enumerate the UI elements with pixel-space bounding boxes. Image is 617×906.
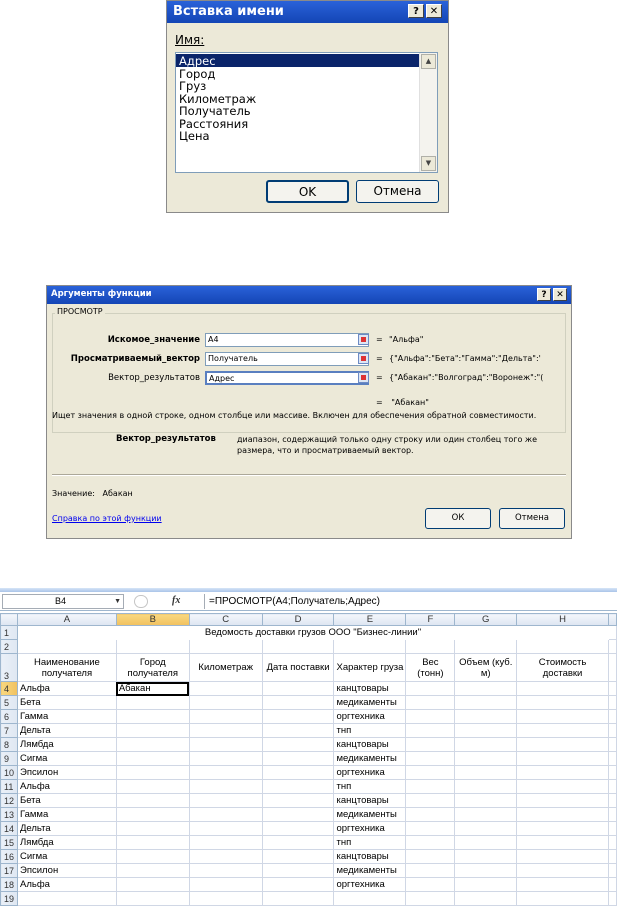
dialog-title: Вставка имени [173, 4, 284, 19]
cell[interactable] [334, 892, 406, 906]
argument-label: Вектор_результатов [108, 373, 200, 383]
row-header[interactable]: 4 [1, 682, 18, 696]
cell[interactable] [455, 738, 517, 752]
name-list-item[interactable]: Километраж [179, 91, 257, 106]
select-all-corner[interactable] [1, 614, 18, 626]
table-row [1, 836, 617, 850]
cell[interactable] [455, 878, 517, 892]
argument-input[interactable]: Получатель [205, 352, 369, 366]
sheet-title-cell[interactable]: Ведомость доставки грузов ООО "Бизнес-линии" [17, 626, 608, 640]
row-header[interactable]: 9 [1, 752, 18, 766]
cell-recipient[interactable]: Сигма [17, 850, 116, 864]
equals-sign: = [376, 398, 383, 407]
cell-cargo[interactable]: тнп [334, 724, 406, 738]
cell[interactable] [189, 878, 262, 892]
table-row [1, 794, 617, 808]
cell-recipient[interactable]: Гамма [17, 710, 116, 724]
cell[interactable] [189, 780, 262, 794]
equals-sign: = [376, 335, 383, 344]
row-header[interactable]: 2 [1, 640, 18, 654]
cell[interactable] [455, 780, 517, 794]
function-name: ПРОСМОТР [57, 307, 103, 316]
cell[interactable] [608, 626, 616, 640]
cell[interactable] [189, 752, 262, 766]
header-cell[interactable]: Вес (тонн) [406, 654, 455, 682]
cell[interactable] [608, 710, 616, 724]
cell-recipient[interactable]: Альфа [17, 878, 116, 892]
close-button[interactable]: ✕ [426, 4, 442, 18]
cell[interactable] [189, 808, 262, 822]
table-row [1, 822, 617, 836]
argument-label: Просматриваемый_вектор [70, 354, 200, 364]
cell[interactable] [262, 794, 334, 808]
argument-label: Искомое_значение [107, 335, 200, 345]
cell[interactable] [406, 696, 455, 710]
help-button[interactable]: ? [408, 4, 424, 18]
cell[interactable] [455, 864, 517, 878]
cell[interactable] [189, 864, 262, 878]
help-button[interactable]: ? [537, 288, 551, 301]
cell-city[interactable] [116, 822, 189, 836]
argument-result: "Альфа" [389, 335, 424, 344]
equals-sign: = [376, 354, 383, 363]
cell[interactable] [262, 822, 334, 836]
cell[interactable] [517, 640, 609, 654]
name-label-text: Имя: [175, 33, 205, 47]
cell[interactable] [608, 794, 616, 808]
cell[interactable] [455, 752, 517, 766]
cell-recipient[interactable]: Гамма [17, 808, 116, 822]
cell[interactable] [189, 640, 262, 654]
insert-name-dialog [166, 0, 449, 213]
table-row [1, 850, 617, 864]
value-label: Значение: [52, 489, 95, 498]
cell[interactable] [406, 794, 455, 808]
cell[interactable] [517, 864, 609, 878]
cell[interactable] [608, 654, 616, 682]
header-cell[interactable]: Километраж [189, 654, 262, 682]
cell-recipient[interactable]: Альфа [17, 682, 116, 696]
cell[interactable] [189, 738, 262, 752]
cell[interactable] [455, 836, 517, 850]
cell-recipient[interactable]: Эпсилон [17, 766, 116, 780]
table-row [1, 808, 617, 822]
cell[interactable] [262, 696, 334, 710]
cell[interactable] [262, 892, 334, 906]
table-row [1, 878, 617, 892]
cancel-button[interactable]: Отмена [499, 508, 565, 529]
cell[interactable] [189, 822, 262, 836]
cell-cargo[interactable]: канцтовары [334, 794, 406, 808]
cell-city[interactable] [116, 850, 189, 864]
names-listbox[interactable] [175, 52, 438, 173]
table-row [1, 766, 617, 780]
cell[interactable] [262, 864, 334, 878]
cell[interactable] [455, 794, 517, 808]
row-header[interactable]: 16 [1, 850, 18, 864]
cell[interactable] [406, 752, 455, 766]
ok-button[interactable]: OK [266, 180, 349, 203]
row-header[interactable]: 18 [1, 878, 18, 892]
cell[interactable] [608, 864, 616, 878]
scroll-down-arrow-icon[interactable]: ▼ [421, 156, 436, 171]
overall-result: "Абакан" [391, 398, 429, 407]
cell[interactable] [455, 850, 517, 864]
argument-input[interactable]: A4 [205, 333, 369, 347]
cell[interactable] [608, 682, 616, 696]
cell-cargo[interactable]: медикаменты [334, 808, 406, 822]
cell[interactable] [455, 696, 517, 710]
cell[interactable] [517, 850, 609, 864]
name-list-item[interactable]: Адрес [176, 54, 419, 67]
cell[interactable] [455, 710, 517, 724]
table-row [1, 710, 617, 724]
cell[interactable] [455, 822, 517, 836]
cell[interactable] [517, 892, 609, 906]
names-list-items [176, 54, 419, 142]
table-row [1, 780, 617, 794]
cell-city[interactable] [116, 710, 189, 724]
cell[interactable] [189, 836, 262, 850]
value-row [52, 489, 133, 498]
cell-cargo[interactable]: медикаменты [334, 864, 406, 878]
cell[interactable] [455, 724, 517, 738]
header-cell[interactable]: Характер груза [334, 654, 406, 682]
formula-controls [128, 594, 200, 609]
cell-city[interactable] [116, 878, 189, 892]
cell[interactable] [517, 836, 609, 850]
cell-recipient[interactable]: Бета [17, 696, 116, 710]
cell[interactable] [262, 878, 334, 892]
cancel-button[interactable]: Отмена [356, 180, 439, 203]
argument-help-name: Вектор_результатов [116, 434, 216, 444]
argument-help-text: диапазон, содержащий только одну строку или один столбец того же размера, что и просматриваемый вектор. [237, 435, 538, 455]
cell[interactable] [116, 640, 189, 654]
argument-result: {"Абакан":"Волгоград":"Воронеж":"( [389, 373, 544, 382]
list-scrollbar[interactable] [419, 53, 437, 172]
cell[interactable] [608, 766, 616, 780]
column-header-g[interactable]: G [455, 614, 517, 626]
column-header-a[interactable]: A [17, 614, 116, 626]
cell-recipient[interactable]: Бета [17, 794, 116, 808]
cell[interactable] [189, 892, 262, 906]
name-label [175, 33, 204, 47]
cell[interactable] [262, 738, 334, 752]
row-header[interactable]: 12 [1, 794, 18, 808]
cell-cargo[interactable]: оргтехника [334, 710, 406, 724]
cell[interactable] [406, 850, 455, 864]
cell[interactable] [189, 696, 262, 710]
header-cell[interactable]: Наименование получателя [17, 654, 116, 682]
separator [52, 474, 566, 476]
cell-city[interactable] [116, 696, 189, 710]
cell[interactable] [262, 836, 334, 850]
collapse-dialog-icon[interactable] [358, 353, 369, 364]
cancel-circle-icon[interactable] [134, 595, 148, 608]
cell[interactable] [262, 682, 334, 696]
table-row [1, 724, 617, 738]
row-header[interactable]: 8 [1, 738, 18, 752]
cell[interactable] [608, 752, 616, 766]
table-row [1, 682, 617, 696]
dialog-title-bar[interactable] [47, 286, 571, 304]
cell[interactable] [116, 892, 189, 906]
overall-result-row [376, 398, 429, 407]
name-box-value: B4 [55, 596, 67, 606]
row-header[interactable]: 19 [1, 892, 18, 906]
argument-row-lookup-vector [47, 351, 567, 367]
column-header-b[interactable]: B [116, 614, 189, 626]
cell[interactable] [17, 892, 116, 906]
cell[interactable] [406, 724, 455, 738]
equals-sign: = [376, 373, 383, 382]
cell[interactable] [189, 766, 262, 780]
row-header[interactable]: 11 [1, 780, 18, 794]
cell-city[interactable] [116, 808, 189, 822]
scroll-up-arrow-icon[interactable]: ▲ [421, 54, 436, 69]
cell[interactable] [608, 808, 616, 822]
cell[interactable] [455, 766, 517, 780]
table-row [1, 892, 617, 906]
function-description: Ищет значения в одной строке, одном столбце или массиве. Включен для обеспечения обратной совместимости. [52, 411, 537, 420]
cell-recipient[interactable]: Лямбда [17, 836, 116, 850]
cell[interactable] [262, 850, 334, 864]
cell[interactable] [608, 640, 616, 654]
cell[interactable] [262, 710, 334, 724]
cell-city[interactable] [116, 780, 189, 794]
cell[interactable] [406, 822, 455, 836]
cell-city[interactable] [116, 724, 189, 738]
row-header[interactable]: 17 [1, 864, 18, 878]
row-header[interactable]: 1 [1, 626, 18, 640]
cell[interactable] [189, 710, 262, 724]
row-header[interactable]: 6 [1, 710, 18, 724]
cell[interactable] [406, 710, 455, 724]
formula-input[interactable]: =ПРОСМОТР(A4;Получатель;Адрес) [204, 594, 617, 609]
cell[interactable] [455, 892, 517, 906]
row-header[interactable]: 5 [1, 696, 18, 710]
cell-city[interactable]: Абакан [116, 682, 189, 696]
table-row [1, 864, 617, 878]
header-cell[interactable]: Дата поставки [262, 654, 334, 682]
argument-input[interactable]: Адрес [205, 371, 369, 385]
cell[interactable] [262, 752, 334, 766]
argument-row-result-vector [47, 370, 567, 386]
cell[interactable] [608, 878, 616, 892]
argument-row-lookup-value [47, 332, 567, 348]
cell[interactable] [517, 682, 609, 696]
cell-recipient[interactable]: Альфа [17, 780, 116, 794]
column-header-f[interactable]: F [406, 614, 455, 626]
name-box[interactable] [2, 594, 124, 609]
cell-city[interactable] [116, 738, 189, 752]
cell[interactable] [517, 738, 609, 752]
cell[interactable] [262, 808, 334, 822]
cell-city[interactable] [116, 836, 189, 850]
header-cell[interactable]: Город получателя [116, 654, 189, 682]
dialog-title-bar[interactable] [167, 1, 448, 23]
row-header[interactable]: 10 [1, 766, 18, 780]
ribbon-edge [0, 588, 617, 592]
spreadsheet-area [0, 588, 617, 906]
cell-recipient[interactable]: Дельта [17, 822, 116, 836]
cell[interactable] [406, 766, 455, 780]
cell[interactable] [334, 640, 406, 654]
cell[interactable] [406, 682, 455, 696]
cell-cargo[interactable]: тнп [334, 836, 406, 850]
cell-cargo[interactable]: тнп [334, 780, 406, 794]
function-arguments-dialog [46, 285, 572, 539]
cell[interactable] [517, 822, 609, 836]
cell-recipient[interactable]: Эпсилон [17, 864, 116, 878]
cell[interactable] [262, 780, 334, 794]
cell[interactable] [189, 794, 262, 808]
cell-recipient[interactable]: Лямбда [17, 738, 116, 752]
header-cell[interactable]: Стоимость доставки [517, 654, 609, 682]
name-list-item[interactable]: Груз [179, 79, 207, 93]
name-list-item[interactable]: Получатель [179, 104, 251, 118]
cell[interactable] [406, 864, 455, 878]
cell-recipient[interactable]: Дельта [17, 724, 116, 738]
cell[interactable] [517, 780, 609, 794]
cell[interactable] [608, 780, 616, 794]
table-row [1, 696, 617, 710]
cell-city[interactable] [116, 794, 189, 808]
column-header-partial [608, 614, 616, 626]
collapse-dialog-icon[interactable] [358, 334, 369, 345]
cell[interactable] [406, 738, 455, 752]
cell-cargo[interactable]: канцтовары [334, 682, 406, 696]
cell-cargo[interactable]: медикаменты [334, 696, 406, 710]
column-header-e[interactable]: E [334, 614, 406, 626]
row-header[interactable]: 14 [1, 822, 18, 836]
cell[interactable] [262, 640, 334, 654]
cell[interactable] [517, 710, 609, 724]
collapse-dialog-icon[interactable] [358, 372, 369, 383]
cell[interactable] [608, 738, 616, 752]
ok-button[interactable]: ОК [425, 508, 491, 529]
value-text: Абакан [102, 489, 133, 498]
cell[interactable] [517, 808, 609, 822]
column-header-d[interactable]: D [262, 614, 334, 626]
cell[interactable] [608, 892, 616, 906]
cell[interactable] [608, 696, 616, 710]
formula-bar [0, 593, 617, 611]
cell[interactable] [455, 682, 517, 696]
cell-cargo[interactable]: канцтовары [334, 738, 406, 752]
cell-cargo[interactable]: оргтехника [334, 878, 406, 892]
cell[interactable] [406, 892, 455, 906]
dialog-title: Аргументы функции [51, 289, 152, 299]
cell-city[interactable] [116, 752, 189, 766]
row-header[interactable]: 7 [1, 724, 18, 738]
cell[interactable] [189, 682, 262, 696]
cell[interactable] [517, 724, 609, 738]
function-help-link[interactable]: Справка по этой функции [52, 514, 162, 523]
cell[interactable] [517, 752, 609, 766]
argument-result: {"Альфа":"Бета":"Гамма":"Дельта":' [389, 354, 541, 363]
cell[interactable] [608, 850, 616, 864]
column-header-h[interactable]: H [517, 614, 609, 626]
worksheet-grid [0, 613, 617, 906]
cell-recipient[interactable]: Сигма [17, 752, 116, 766]
header-cell[interactable]: Объем (куб. м) [455, 654, 517, 682]
cell[interactable] [517, 766, 609, 780]
cell-cargo[interactable]: оргтехника [334, 766, 406, 780]
cell[interactable] [517, 878, 609, 892]
row-header[interactable]: 15 [1, 836, 18, 850]
cell[interactable] [406, 836, 455, 850]
help-link-container [52, 514, 162, 523]
name-list-item[interactable]: Город [179, 66, 216, 81]
cell-city[interactable] [116, 864, 189, 878]
cell-cargo[interactable]: канцтовары [334, 850, 406, 864]
cell[interactable] [608, 836, 616, 850]
cell[interactable] [262, 766, 334, 780]
cell[interactable] [189, 724, 262, 738]
cell[interactable] [262, 724, 334, 738]
cell[interactable] [406, 640, 455, 654]
cell[interactable] [406, 878, 455, 892]
table-row [1, 738, 617, 752]
cell[interactable] [455, 640, 517, 654]
cell-cargo[interactable]: оргтехника [334, 822, 406, 836]
table-row [1, 752, 617, 766]
name-list-item[interactable]: Расстояния [179, 116, 249, 131]
name-list-item[interactable]: Цена [179, 129, 210, 143]
cell[interactable] [189, 850, 262, 864]
cell-cargo[interactable]: медикаменты [334, 752, 406, 766]
cell[interactable] [608, 724, 616, 738]
cell-city[interactable] [116, 766, 189, 780]
cell[interactable] [517, 696, 609, 710]
close-button[interactable]: ✕ [553, 288, 567, 301]
cell[interactable] [17, 640, 116, 654]
cell[interactable] [406, 780, 455, 794]
column-header-c[interactable]: C [189, 614, 262, 626]
cell[interactable] [608, 822, 616, 836]
cell[interactable] [517, 794, 609, 808]
dropdown-arrow-icon[interactable]: ▼ [114, 598, 121, 605]
row-header[interactable]: 13 [1, 808, 18, 822]
insert-function-icon[interactable]: fx [172, 595, 181, 606]
cell[interactable] [455, 808, 517, 822]
row-header[interactable]: 3 [1, 654, 18, 682]
cell[interactable] [406, 808, 455, 822]
